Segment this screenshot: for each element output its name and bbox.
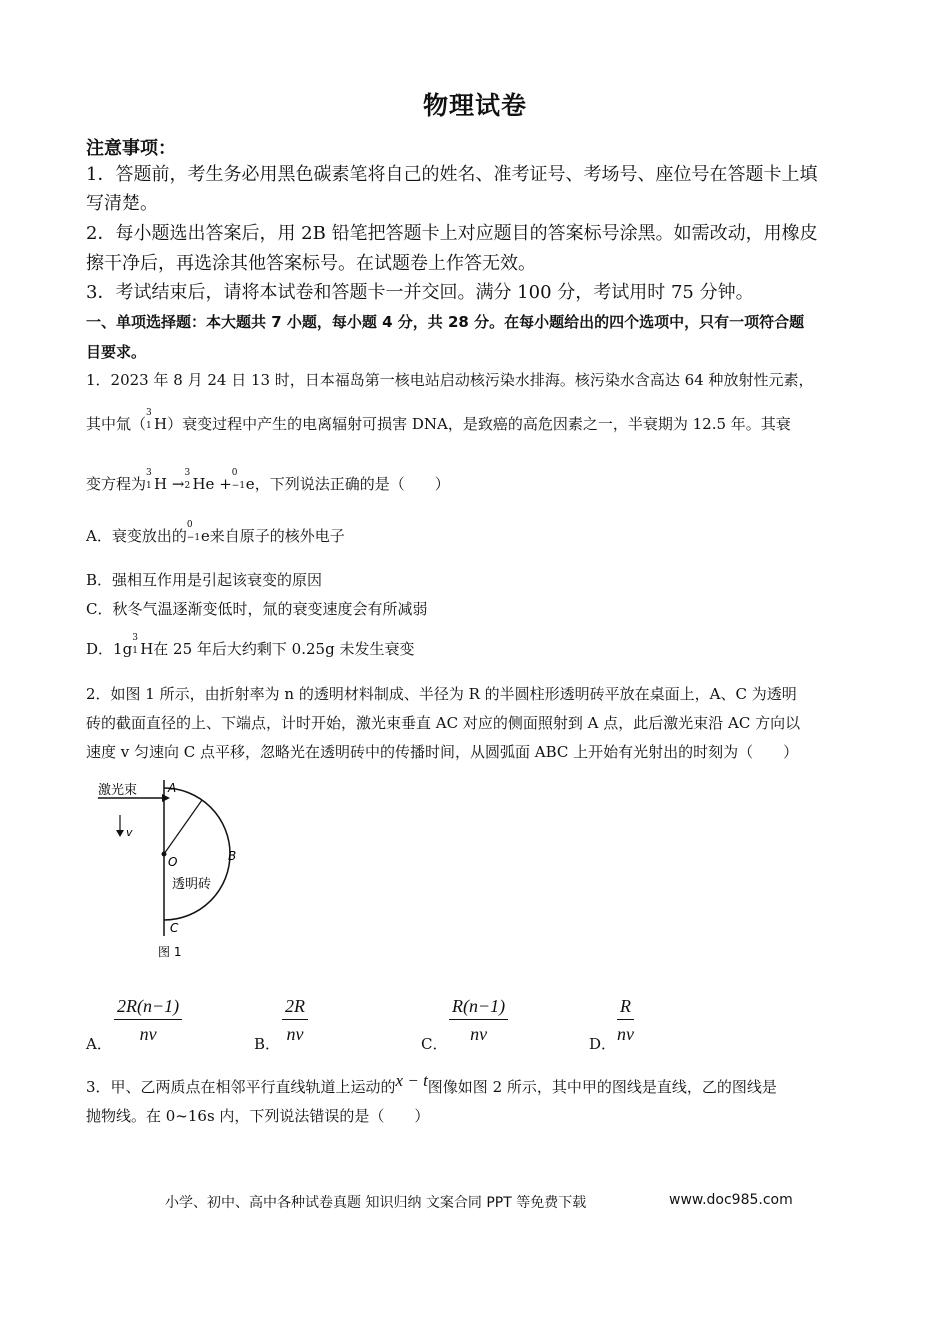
charge-number: 1 bbox=[146, 481, 152, 491]
q2-line3: 速度 v 匀速向 C 点平移，忽略光在透明砖中的传播时间，从圆弧面 ABC 上开始有光射出的时刻为（ ） bbox=[86, 743, 799, 761]
figure-caption: 图 1 bbox=[158, 945, 182, 959]
q2-option-d-fraction bbox=[617, 996, 634, 1045]
laser-arrow-head bbox=[162, 794, 170, 802]
element-H: H bbox=[140, 640, 154, 658]
q2-option-b-label: B． bbox=[254, 1035, 281, 1053]
tritium-symbol bbox=[146, 408, 168, 433]
center-point bbox=[162, 852, 167, 857]
figure-1 bbox=[90, 770, 260, 970]
charge-number: −1 bbox=[231, 481, 246, 491]
point-a-label: A bbox=[168, 781, 177, 795]
charge-number: 2 bbox=[184, 481, 191, 491]
option-a-pre: A．衰变放出的 bbox=[86, 527, 187, 545]
q1-option-a bbox=[86, 520, 345, 546]
fraction-numerator: 2R bbox=[282, 996, 308, 1020]
section-heading-line1: 一、单项选择题：本大题共 7 小题，每小题 4 分，共 28 分。在每小题给出的四个选项中，只有一项符合题 bbox=[86, 313, 805, 331]
q2-option-a-fraction bbox=[114, 996, 182, 1045]
q1-line3-pre: 变方程为 bbox=[86, 475, 147, 493]
q1-line2-pre: 其中氚（ bbox=[86, 415, 147, 433]
notice-item1-line2: 写清楚。 bbox=[86, 193, 158, 214]
q3-line1 bbox=[86, 1071, 777, 1097]
notice-item1-line1: 1．答题前，考生务必用黑色碳素笔将自己的姓名、准考证号、考场号、座位号在答题卡上填 bbox=[86, 164, 818, 185]
q3-line1-pre: 3．甲、乙两质点在相邻平行直线轨道上运动的 bbox=[86, 1078, 396, 1096]
electron-symbol bbox=[231, 468, 255, 493]
q1-line2-post: ）衰变过程中产生的电离辐射可损害 DNA，是致癌的高危因素之一，半衰期为 12.5 年。其衰 bbox=[167, 415, 791, 433]
mass-1g: 1g bbox=[113, 640, 133, 658]
q2-line1: 2．如图 1 所示，由折射率为 n 的透明材料制成、半径为 R 的半圆柱形透明砖平放在桌面上，A、C 为透明 bbox=[86, 685, 797, 703]
option-d-pre: D． bbox=[86, 640, 114, 658]
fraction-denominator: nv bbox=[139, 1024, 157, 1044]
element-He: He bbox=[192, 475, 215, 493]
q1-line3-post: ，下列说法正确的是（ ） bbox=[254, 475, 450, 493]
tritium-symbol-eq bbox=[146, 468, 168, 493]
point-c-label: C bbox=[170, 921, 179, 935]
laser-label: 激光束 bbox=[98, 783, 138, 798]
q3-line2: 抛物线。在 0~16s 内，下列说法错误的是（ ） bbox=[86, 1107, 430, 1125]
q1-line1: 1．2023 年 8 月 24 日 13 时，日本福岛第一核电站启动核污染水排海。核污染水含高达 64 种放射性元素， bbox=[86, 371, 814, 389]
mass-number: 0 bbox=[231, 468, 238, 478]
charge-number: 1 bbox=[132, 646, 138, 656]
point-o-label: O bbox=[168, 855, 178, 869]
notice-item2-line2: 擦干净后，再选涂其他答案标号。在试题卷上作答无效。 bbox=[86, 253, 536, 274]
fraction-numerator: R(n−1) bbox=[449, 996, 508, 1020]
point-b-label: B bbox=[228, 849, 237, 863]
q1-option-b: B．强相互作用是引起该衰变的原因 bbox=[86, 571, 323, 589]
mass-number: 3 bbox=[146, 408, 152, 418]
section-heading-line2: 目要求。 bbox=[86, 343, 147, 361]
mass-number: 3 bbox=[146, 468, 152, 478]
xt-symbol: x − t bbox=[395, 1071, 428, 1090]
fraction-denominator: nv bbox=[470, 1024, 488, 1044]
page-title: 物理试卷 bbox=[422, 91, 527, 120]
plus-sign: + bbox=[219, 475, 232, 493]
q2-option-b-fraction bbox=[282, 996, 308, 1045]
q3-line1-post: 图像如图 2 所示，其中甲的图线是直线，乙的图线是 bbox=[427, 1078, 777, 1096]
option-a-post: 来自原子的核外电子 bbox=[209, 527, 345, 545]
mass-number: 3 bbox=[184, 468, 191, 478]
velocity-arrow-head bbox=[116, 830, 124, 837]
notice-heading: 注意事项： bbox=[86, 138, 176, 159]
charge-number: −1 bbox=[186, 533, 201, 543]
fraction-numerator: R bbox=[617, 996, 634, 1020]
q2-line2: 砖的截面直径的上、下端点，计时开始，激光束垂直 AC 对应的侧面照射到 A 点，此后激光束沿 AC 方向以 bbox=[86, 714, 801, 732]
element-H: H bbox=[154, 415, 168, 433]
charge-number: 1 bbox=[146, 421, 152, 431]
q1-option-c: C．秋冬气温逐渐变低时，氚的衰变速度会有所减弱 bbox=[86, 600, 428, 618]
q1-option-d bbox=[86, 633, 415, 659]
option-d-post: 在 25 年后大约剩下 0.25g 未发生衰变 bbox=[153, 640, 415, 658]
q1-line3 bbox=[86, 468, 450, 494]
reaction-arrow: → bbox=[171, 475, 185, 493]
radius-line bbox=[164, 800, 202, 854]
particle-e: e bbox=[200, 527, 210, 545]
q2-option-c-label: C． bbox=[421, 1035, 448, 1053]
brick-label: 透明砖 bbox=[172, 877, 212, 892]
q2-option-d-label: D． bbox=[589, 1035, 617, 1053]
velocity-label: v bbox=[126, 826, 133, 839]
tritium-symbol-d bbox=[132, 633, 154, 658]
q2-option-a-label: A． bbox=[86, 1035, 112, 1053]
fraction-denominator: nv bbox=[286, 1024, 304, 1044]
element-H: H bbox=[154, 475, 168, 493]
helium-symbol bbox=[184, 468, 215, 493]
fraction-denominator: nv bbox=[617, 1024, 634, 1044]
mass-number: 3 bbox=[132, 633, 138, 643]
q1-line2 bbox=[86, 408, 791, 434]
notice-item2-line1: 2．每小题选出答案后，用 2B 铅笔把答题卡上对应题目的答案标号涂黑。如需改动，用橡皮 bbox=[86, 223, 818, 244]
mass-number: 0 bbox=[186, 520, 193, 530]
particle-e: e bbox=[245, 475, 255, 493]
footer-text: 小学、初中、高中各种试卷真题 知识归纳 文案合同 PPT 等免费下载 bbox=[165, 1195, 587, 1211]
footer-site-link[interactable]: www.doc985.com bbox=[669, 1192, 793, 1208]
q2-option-c-fraction bbox=[449, 996, 508, 1045]
notice-item3: 3．考试结束后，请将本试卷和答题卡一并交回。满分 100 分，考试用时 75 分钟。 bbox=[86, 282, 754, 303]
fraction-numerator: 2R(n−1) bbox=[114, 996, 182, 1020]
electron-symbol bbox=[186, 520, 210, 545]
